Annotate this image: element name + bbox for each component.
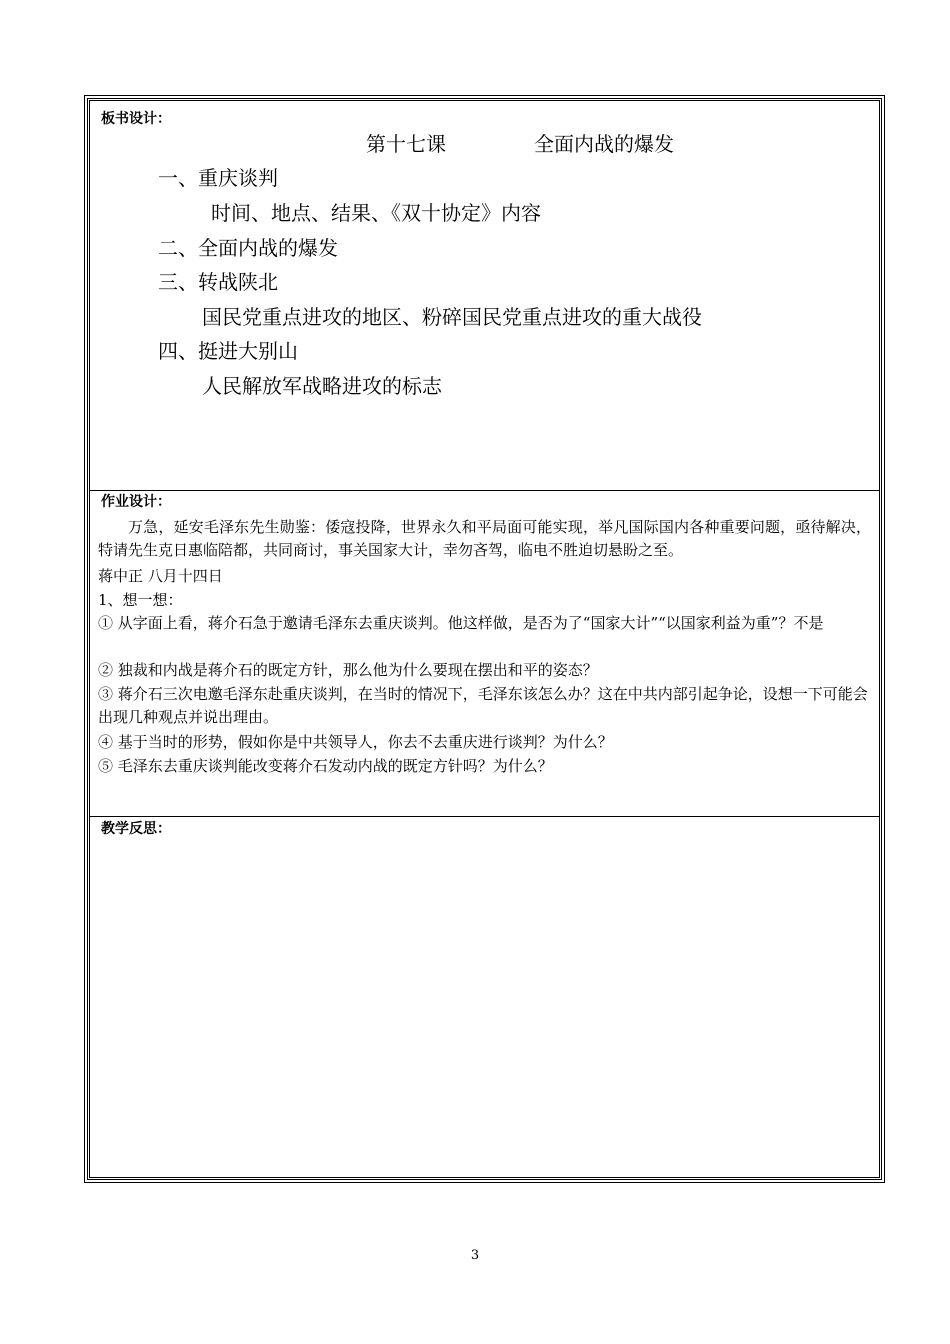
page-number: 3 <box>470 1248 480 1263</box>
question-4: ④ 基于当时的形势，假如你是中共领导人，你去不去重庆进行谈判？为什么？ <box>98 733 613 751</box>
think-prompt: 1、想一想： <box>98 591 183 609</box>
board-detail-1: 时间、地点、结果、《双十协定》内容 <box>211 201 541 225</box>
question-3: ③ 蒋介石三次电邀毛泽东赴重庆谈判，在当时的情况下，毛泽东该怎么办？这在中共内部引起争论，设想一下可能会出现几种观点并说出理由。 <box>98 685 868 726</box>
board-heading-3: 三、转战陕北 <box>158 270 278 294</box>
lesson-title <box>366 131 674 157</box>
telegram-text: 万急，延安毛泽东先生勋鉴：倭寇投降，世界永久和平局面可能实现，举凡国际国内各种重要问题，亟待解决，特请先生克日惠临陪都，共同商讨，事关国家大计，幸勿吝驾，临电不胜迫切悬盼之至。 <box>98 518 871 559</box>
board-heading-1: 一、重庆谈判 <box>158 166 278 190</box>
board-detail-4: 人民解放军战略进攻的标志 <box>202 374 442 398</box>
question-2: ② 独裁和内战是蒋介石的既定方针，那么他为什么要现在摆出和平的姿态？ <box>98 661 598 679</box>
board-heading-2: 二、全面内战的爆发 <box>158 236 338 260</box>
board-detail-3: 国民党重点进攻的地区、粉碎国民党重点进攻的重大战役 <box>202 305 702 329</box>
lesson-number: 第十七课 <box>366 132 446 156</box>
homework-design-section <box>90 491 879 817</box>
board-heading-4: 四、挺进大别山 <box>158 339 298 363</box>
teaching-reflection-section <box>90 817 879 1177</box>
teaching-reflection-label: 教学反思： <box>101 821 171 837</box>
lesson-topic: 全面内战的爆发 <box>534 132 674 156</box>
question-5: ⑤ 毛泽东去重庆谈判能改变蒋介石发动内战的既定方针吗？为什么？ <box>98 757 553 775</box>
board-design-label: 板书设计： <box>101 111 171 127</box>
question-1: ① 从字面上看，蒋介石急于邀请毛泽东去重庆谈判。他这样做，是否为了“国家大计”“以国家利益为重”？不是 <box>98 614 824 632</box>
telegram-signature: 蒋中正 八月十四日 <box>98 567 223 585</box>
homework-design-label: 作业设计： <box>101 494 171 510</box>
board-design-section <box>90 101 879 491</box>
lesson-plan-table <box>87 98 882 1180</box>
